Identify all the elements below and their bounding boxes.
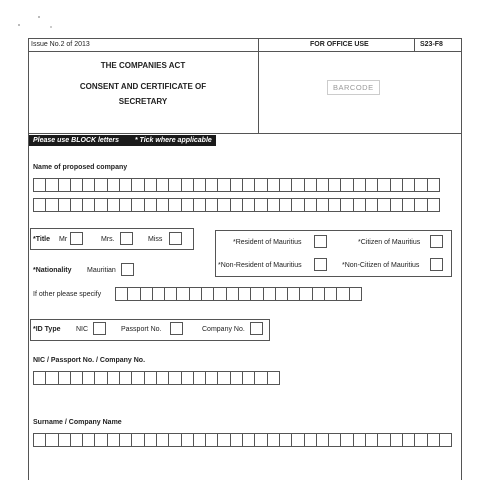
character-cell[interactable] [280, 198, 292, 212]
character-cell[interactable] [71, 371, 83, 385]
character-cell[interactable] [194, 433, 206, 447]
surname-field[interactable] [33, 433, 452, 447]
character-cell[interactable] [206, 178, 218, 192]
company-name-label: Name of proposed company [33, 164, 128, 171]
character-cell[interactable] [141, 287, 153, 301]
character-cell[interactable] [34, 371, 46, 385]
character-cell[interactable] [403, 433, 415, 447]
character-cell[interactable] [354, 198, 366, 212]
character-cell[interactable] [378, 178, 390, 192]
character-cell[interactable] [206, 371, 218, 385]
citizen-checkbox[interactable] [430, 235, 443, 248]
character-cell[interactable] [116, 287, 128, 301]
character-cell[interactable] [108, 433, 120, 447]
character-cell[interactable] [378, 433, 390, 447]
character-cell[interactable] [329, 433, 341, 447]
character-cell[interactable] [305, 198, 317, 212]
character-cell[interactable] [157, 371, 169, 385]
character-cell[interactable] [268, 433, 280, 447]
character-cell[interactable] [403, 198, 415, 212]
character-cell[interactable] [391, 433, 403, 447]
character-cell[interactable] [305, 178, 317, 192]
character-cell[interactable] [218, 433, 230, 447]
company-number-checkbox[interactable] [250, 322, 263, 335]
character-cell[interactable] [243, 198, 255, 212]
id-option-passport: Passport No. [121, 326, 162, 333]
title-option-miss: Miss [148, 236, 163, 243]
character-cell[interactable] [276, 287, 288, 301]
character-cell[interactable] [280, 178, 292, 192]
character-cell[interactable] [59, 433, 71, 447]
character-cell[interactable] [108, 178, 120, 192]
character-cell[interactable] [218, 178, 230, 192]
non-resident-checkbox[interactable] [314, 258, 327, 271]
character-cell[interactable] [325, 287, 337, 301]
character-cell[interactable] [300, 287, 312, 301]
character-cell[interactable] [83, 371, 95, 385]
mauritian-checkbox[interactable] [121, 263, 134, 276]
character-cell[interactable] [46, 371, 58, 385]
character-cell[interactable] [255, 433, 267, 447]
character-cell[interactable] [46, 178, 58, 192]
company-name-field-row2[interactable] [33, 198, 440, 212]
character-cell[interactable] [329, 178, 341, 192]
character-cell[interactable] [182, 198, 194, 212]
character-cell[interactable] [329, 198, 341, 212]
character-cell[interactable] [157, 198, 169, 212]
character-cell[interactable] [145, 433, 157, 447]
scan-speck [50, 26, 52, 28]
form-code: S23-F8 [420, 41, 443, 48]
character-cell[interactable] [46, 433, 58, 447]
character-cell[interactable] [169, 178, 181, 192]
character-cell[interactable] [428, 178, 440, 192]
character-cell[interactable] [251, 287, 263, 301]
character-cell[interactable] [132, 178, 144, 192]
resident-checkbox[interactable] [314, 235, 327, 248]
character-cell[interactable] [95, 371, 107, 385]
character-cell[interactable] [206, 433, 218, 447]
character-cell[interactable] [341, 198, 353, 212]
character-cell[interactable] [218, 371, 230, 385]
character-cell[interactable] [313, 287, 325, 301]
character-cell[interactable] [59, 178, 71, 192]
character-cell[interactable] [132, 371, 144, 385]
residency-group [215, 230, 452, 277]
character-cell[interactable] [71, 178, 83, 192]
scan-speck [18, 24, 20, 26]
character-cell[interactable] [95, 198, 107, 212]
character-cell[interactable] [34, 433, 46, 447]
surname-label: Surname / Company Name [33, 419, 122, 426]
title-option-mrs: Mrs. [101, 236, 115, 243]
nationality-option-mauritian: Mauritian [87, 267, 116, 274]
character-cell[interactable] [268, 178, 280, 192]
character-cell[interactable] [182, 371, 194, 385]
character-cell[interactable] [132, 433, 144, 447]
character-cell[interactable] [341, 433, 353, 447]
character-cell[interactable] [83, 433, 95, 447]
character-cell[interactable] [59, 371, 71, 385]
character-cell[interactable] [415, 178, 427, 192]
character-cell[interactable] [153, 287, 165, 301]
character-cell[interactable] [46, 198, 58, 212]
character-cell[interactable] [120, 433, 132, 447]
title-option-mr: Mr [59, 236, 68, 243]
character-cell[interactable] [165, 287, 177, 301]
character-cell[interactable] [415, 433, 427, 447]
non-citizen-checkbox[interactable] [430, 258, 443, 271]
character-cell[interactable] [95, 433, 107, 447]
issue-number: Issue No.2 of 2013 [31, 41, 90, 48]
title-mr-checkbox[interactable] [70, 232, 83, 245]
character-cell[interactable] [428, 198, 440, 212]
character-cell[interactable] [378, 198, 390, 212]
character-cell[interactable] [59, 198, 71, 212]
character-cell[interactable] [305, 433, 317, 447]
barcode-placeholder: BARCODE [327, 80, 380, 95]
character-cell[interactable] [182, 433, 194, 447]
character-cell[interactable] [292, 198, 304, 212]
nationality-label: *Nationality [33, 267, 72, 274]
character-cell[interactable] [120, 198, 132, 212]
character-cell[interactable] [71, 198, 83, 212]
character-cell[interactable] [239, 287, 251, 301]
character-cell[interactable] [34, 198, 46, 212]
character-cell[interactable] [317, 433, 329, 447]
character-cell[interactable] [255, 198, 267, 212]
id-option-nic: NIC [76, 326, 89, 333]
character-cell[interactable] [120, 371, 132, 385]
form-title-line1: CONSENT AND CERTIFICATE OF [79, 82, 207, 91]
character-cell[interactable] [34, 178, 46, 192]
character-cell[interactable] [95, 178, 107, 192]
header-split [258, 38, 259, 133]
character-cell[interactable] [169, 198, 181, 212]
character-cell[interactable] [231, 433, 243, 447]
character-cell[interactable] [157, 433, 169, 447]
title-divider [28, 133, 462, 134]
character-cell[interactable] [194, 178, 206, 192]
character-cell[interactable] [243, 178, 255, 192]
character-cell[interactable] [243, 371, 255, 385]
character-cell[interactable] [214, 287, 226, 301]
other-nationality-label: If other please specify [33, 291, 102, 298]
character-cell[interactable] [255, 178, 267, 192]
character-cell[interactable] [288, 287, 300, 301]
title-miss-checkbox[interactable] [169, 232, 182, 245]
nic-checkbox[interactable] [93, 322, 106, 335]
company-name-field-row1[interactable] [33, 178, 440, 192]
character-cell[interactable] [350, 287, 362, 301]
form-title-line2: SECRETARY [118, 97, 168, 106]
office-use-label: FOR OFFICE USE [310, 41, 369, 48]
citizen-label: *Citizen of Mauritius [358, 239, 421, 246]
character-cell[interactable] [317, 178, 329, 192]
character-cell[interactable] [190, 287, 202, 301]
id-type-label: *ID Type [33, 326, 61, 333]
character-cell[interactable] [268, 198, 280, 212]
character-cell[interactable] [145, 371, 157, 385]
act-title: THE COMPANIES ACT [100, 61, 186, 70]
character-cell[interactable] [177, 287, 189, 301]
character-cell[interactable] [83, 198, 95, 212]
character-cell[interactable] [292, 433, 304, 447]
character-cell[interactable] [264, 287, 276, 301]
character-cell[interactable] [341, 178, 353, 192]
character-cell[interactable] [194, 371, 206, 385]
character-cell[interactable] [145, 178, 157, 192]
character-cell[interactable] [218, 198, 230, 212]
tick-note: * Tick where applicable [134, 137, 212, 144]
character-cell[interactable] [145, 198, 157, 212]
character-cell[interactable] [206, 198, 218, 212]
character-cell[interactable] [292, 178, 304, 192]
character-cell[interactable] [231, 371, 243, 385]
character-cell[interactable] [354, 433, 366, 447]
character-cell[interactable] [280, 433, 292, 447]
character-cell[interactable] [202, 287, 214, 301]
character-cell[interactable] [366, 433, 378, 447]
scan-speck [38, 16, 40, 18]
block-letters-note: Please use BLOCK letters [33, 137, 119, 144]
id-option-company: Company No. [202, 326, 245, 333]
passport-checkbox[interactable] [170, 322, 183, 335]
character-cell[interactable] [440, 433, 452, 447]
character-cell[interactable] [194, 198, 206, 212]
character-cell[interactable] [255, 371, 267, 385]
character-cell[interactable] [169, 371, 181, 385]
non-resident-label: *Non-Resident of Mauritius [218, 262, 302, 269]
character-cell[interactable] [128, 287, 140, 301]
character-cell[interactable] [231, 178, 243, 192]
character-cell[interactable] [391, 198, 403, 212]
character-cell[interactable] [157, 178, 169, 192]
character-cell[interactable] [366, 178, 378, 192]
id-number-label: NIC / Passport No. / Company No. [33, 357, 146, 364]
character-cell[interactable] [120, 178, 132, 192]
character-cell[interactable] [83, 178, 95, 192]
character-cell[interactable] [108, 371, 120, 385]
title-label: *Title [33, 236, 50, 243]
character-cell[interactable] [268, 371, 280, 385]
id-number-field[interactable] [33, 371, 280, 385]
code-split [414, 38, 415, 51]
character-cell[interactable] [169, 433, 181, 447]
character-cell[interactable] [317, 198, 329, 212]
character-cell[interactable] [366, 198, 378, 212]
character-cell[interactable] [243, 433, 255, 447]
character-cell[interactable] [182, 178, 194, 192]
resident-label: *Resident of Mauritius [233, 239, 302, 246]
character-cell[interactable] [428, 433, 440, 447]
character-cell[interactable] [337, 287, 349, 301]
instructions-banner [29, 135, 216, 146]
character-cell[interactable] [132, 198, 144, 212]
other-nationality-field[interactable] [115, 287, 362, 301]
character-cell[interactable] [403, 178, 415, 192]
header-divider [28, 51, 462, 52]
character-cell[interactable] [227, 287, 239, 301]
character-cell[interactable] [231, 198, 243, 212]
character-cell[interactable] [108, 198, 120, 212]
character-cell[interactable] [415, 198, 427, 212]
title-mrs-checkbox[interactable] [120, 232, 133, 245]
character-cell[interactable] [71, 433, 83, 447]
non-citizen-label: *Non-Citizen of Mauritius [342, 262, 420, 269]
character-cell[interactable] [391, 178, 403, 192]
character-cell[interactable] [354, 178, 366, 192]
